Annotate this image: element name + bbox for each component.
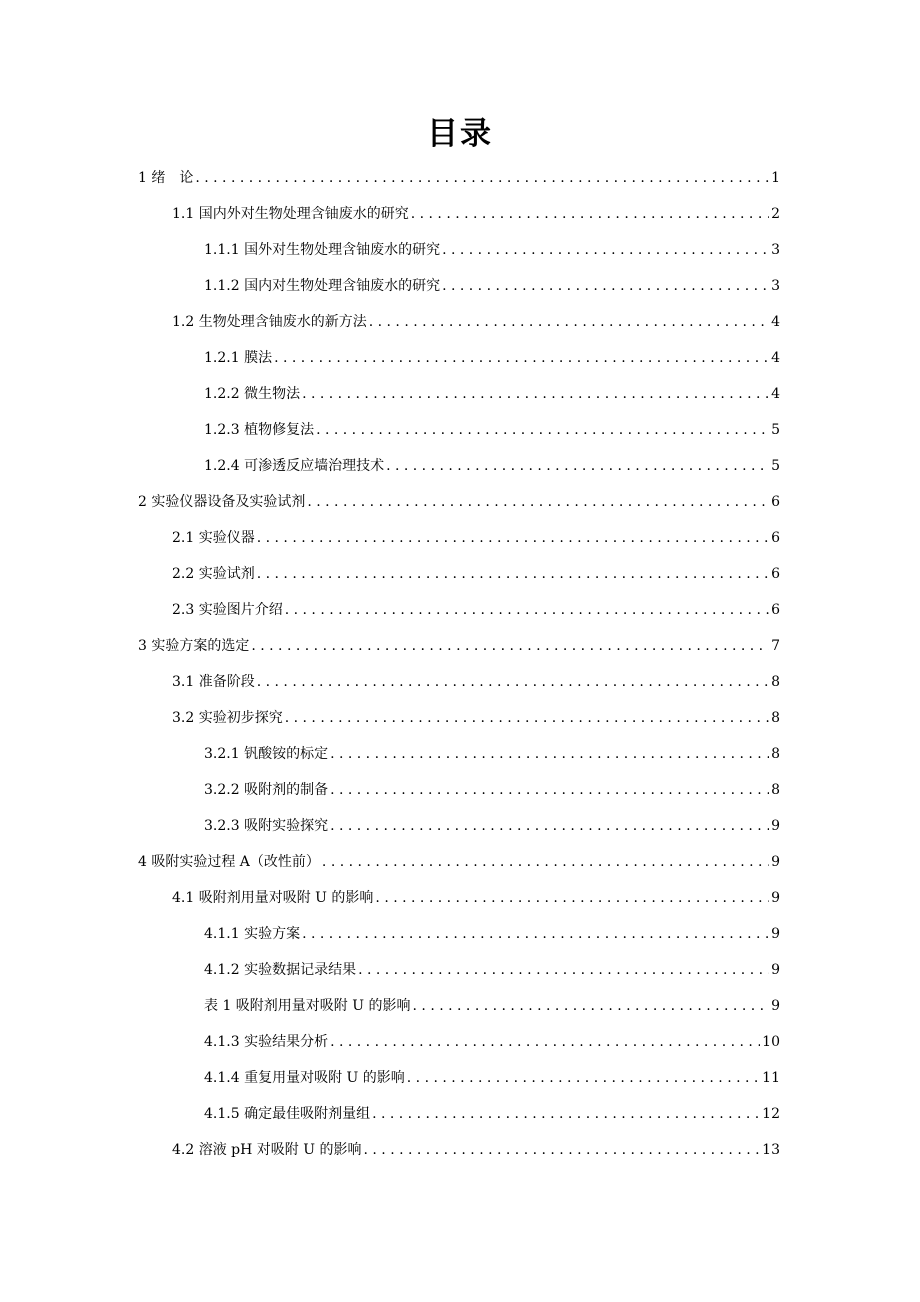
toc-entry-page: 4 (771, 314, 780, 330)
toc-entry[interactable] (204, 1060, 780, 1096)
toc-entry-page: 9 (771, 998, 780, 1014)
dot-leader (442, 278, 769, 294)
toc-entry[interactable] (204, 376, 780, 412)
dot-leader (330, 818, 769, 834)
toc-entry-label: 2.2 实验试剂 (172, 566, 255, 582)
toc-entry[interactable] (204, 772, 780, 808)
toc-entry[interactable] (172, 700, 780, 736)
dot-leader (316, 422, 769, 438)
toc-entry-page: 10 (762, 1034, 780, 1050)
toc-entry[interactable] (138, 844, 780, 880)
toc-entry-label: 4.1.4 重复用量对吸附 U 的影响 (204, 1070, 405, 1086)
toc-entry-label: 1.2.4 可渗透反应墙治理技术 (204, 458, 385, 474)
dot-leader (375, 890, 769, 906)
toc-entry-label: 4.1.5 确定最佳吸附剂量组 (204, 1106, 371, 1122)
dot-leader (285, 710, 769, 726)
toc-entry-page: 7 (771, 638, 780, 654)
toc-entry-page: 2 (771, 206, 780, 222)
toc-entry-page: 6 (771, 602, 780, 618)
toc-entry[interactable] (172, 304, 780, 340)
dot-leader (195, 170, 769, 186)
toc-entry-page: 5 (771, 422, 780, 438)
toc-entry-label: 4.1 吸附剂用量对吸附 U 的影响 (172, 890, 374, 906)
toc-entry-page: 6 (771, 530, 780, 546)
toc-entry-label: 3.2.3 吸附实验探究 (204, 818, 329, 834)
toc-entry-page: 4 (771, 386, 780, 402)
toc-entry[interactable] (204, 232, 780, 268)
toc-entry[interactable] (204, 916, 780, 952)
toc-entry[interactable] (204, 736, 780, 772)
toc-entry-page: 6 (771, 494, 780, 510)
toc-entry-label: 1.2.2 微生物法 (204, 386, 301, 402)
dot-leader (330, 782, 769, 798)
dot-leader (364, 1142, 761, 1158)
toc-entry-label: 4.2 溶液 pH 对吸附 U 的影响 (172, 1142, 362, 1158)
toc-entry-label: 1.2.3 植物修复法 (204, 422, 315, 438)
toc-entry-label: 4 吸附实验过程 A（改性前） (138, 854, 320, 870)
toc-entry[interactable] (172, 556, 780, 592)
toc-entry-page: 9 (771, 890, 780, 906)
dot-leader (285, 602, 769, 618)
dot-leader (358, 962, 769, 978)
toc-entry-page: 5 (771, 458, 780, 474)
toc-entry-label: 3.2 实验初步探究 (172, 710, 283, 726)
dot-leader (257, 566, 769, 582)
toc-entry-label: 表 1 吸附剂用量对吸附 U 的影响 (204, 998, 411, 1014)
toc-entry[interactable] (204, 340, 780, 376)
dot-leader (386, 458, 769, 474)
dot-leader (407, 1070, 760, 1086)
toc-entry-label: 4.1.3 实验结果分析 (204, 1034, 329, 1050)
toc-entry-label: 1.2.1 膜法 (204, 350, 273, 366)
dot-leader (302, 926, 769, 942)
toc-entry-page: 1 (771, 170, 780, 186)
toc-entry[interactable] (204, 268, 780, 304)
toc-entry-label: 1.1.1 国外对生物处理含铀废水的研究 (204, 242, 441, 258)
dot-leader (257, 674, 769, 690)
toc-entry-label: 4.1.1 实验方案 (204, 926, 301, 942)
toc-entry[interactable] (138, 484, 780, 520)
dot-leader (307, 494, 769, 510)
toc-entry-page: 8 (771, 674, 780, 690)
toc-entry-page: 8 (771, 746, 780, 762)
toc-entry-page: 9 (771, 854, 780, 870)
page-title: 目录 (427, 116, 493, 152)
toc-entry[interactable] (204, 952, 780, 988)
toc-entry-label: 3.2.1 钒酸铵的标定 (204, 746, 329, 762)
toc-entry[interactable] (172, 520, 780, 556)
toc-entry-page: 8 (771, 710, 780, 726)
toc-entry-page: 3 (771, 278, 780, 294)
toc-entry-label: 1.1 国内外对生物处理含铀废水的研究 (172, 206, 409, 222)
toc-entry[interactable] (172, 592, 780, 628)
dot-leader (330, 1034, 760, 1050)
toc-entry[interactable] (204, 448, 780, 484)
toc-entry[interactable] (204, 1096, 780, 1132)
toc-entry[interactable] (138, 160, 780, 196)
toc-entry[interactable] (172, 196, 780, 232)
dot-leader (257, 530, 769, 546)
dot-leader (413, 998, 770, 1014)
toc-entry-label: 2.1 实验仪器 (172, 530, 255, 546)
dot-leader (274, 350, 769, 366)
toc-entry[interactable] (172, 880, 780, 916)
toc-entry-page: 9 (771, 818, 780, 834)
toc-entry-page: 13 (762, 1142, 780, 1158)
toc-entry[interactable] (172, 1132, 780, 1168)
toc-entry-page: 3 (771, 242, 780, 258)
dot-leader (442, 242, 769, 258)
dot-leader (372, 1106, 760, 1122)
toc-entry-label: 3.1 准备阶段 (172, 674, 255, 690)
toc-entry-page: 8 (771, 782, 780, 798)
dot-leader (251, 638, 769, 654)
toc-entry-label: 1.1.2 国内对生物处理含铀废水的研究 (204, 278, 441, 294)
toc-entry-label: 3.2.2 吸附剂的制备 (204, 782, 329, 798)
toc-entry-page: 11 (762, 1070, 780, 1086)
toc-entry-label: 2.3 实验图片介绍 (172, 602, 283, 618)
dot-leader (302, 386, 769, 402)
dot-leader (322, 854, 769, 870)
toc-entry[interactable] (172, 664, 780, 700)
toc-entry-label: 3 实验方案的选定 (138, 638, 250, 654)
dot-leader (369, 314, 769, 330)
toc-entry[interactable] (204, 1024, 780, 1060)
toc-entry-page: 6 (771, 566, 780, 582)
toc-entry-page: 9 (771, 926, 780, 942)
toc-entry-label: 2 实验仪器设备及实验试剂 (138, 494, 306, 510)
dot-leader (411, 206, 769, 222)
toc-entry-page: 4 (771, 350, 780, 366)
toc-entry[interactable] (138, 628, 780, 664)
toc-entry-page: 9 (771, 962, 780, 978)
toc-entry-label: 1.2 生物处理含铀废水的新方法 (172, 314, 367, 330)
toc-entry-label: 1 绪 论 (138, 170, 194, 186)
toc-entry[interactable] (204, 988, 780, 1024)
toc-entry-page: 12 (762, 1106, 780, 1122)
dot-leader (330, 746, 769, 762)
toc-entry[interactable] (204, 808, 780, 844)
toc-entry-label: 4.1.2 实验数据记录结果 (204, 962, 357, 978)
toc-entry[interactable] (204, 412, 780, 448)
